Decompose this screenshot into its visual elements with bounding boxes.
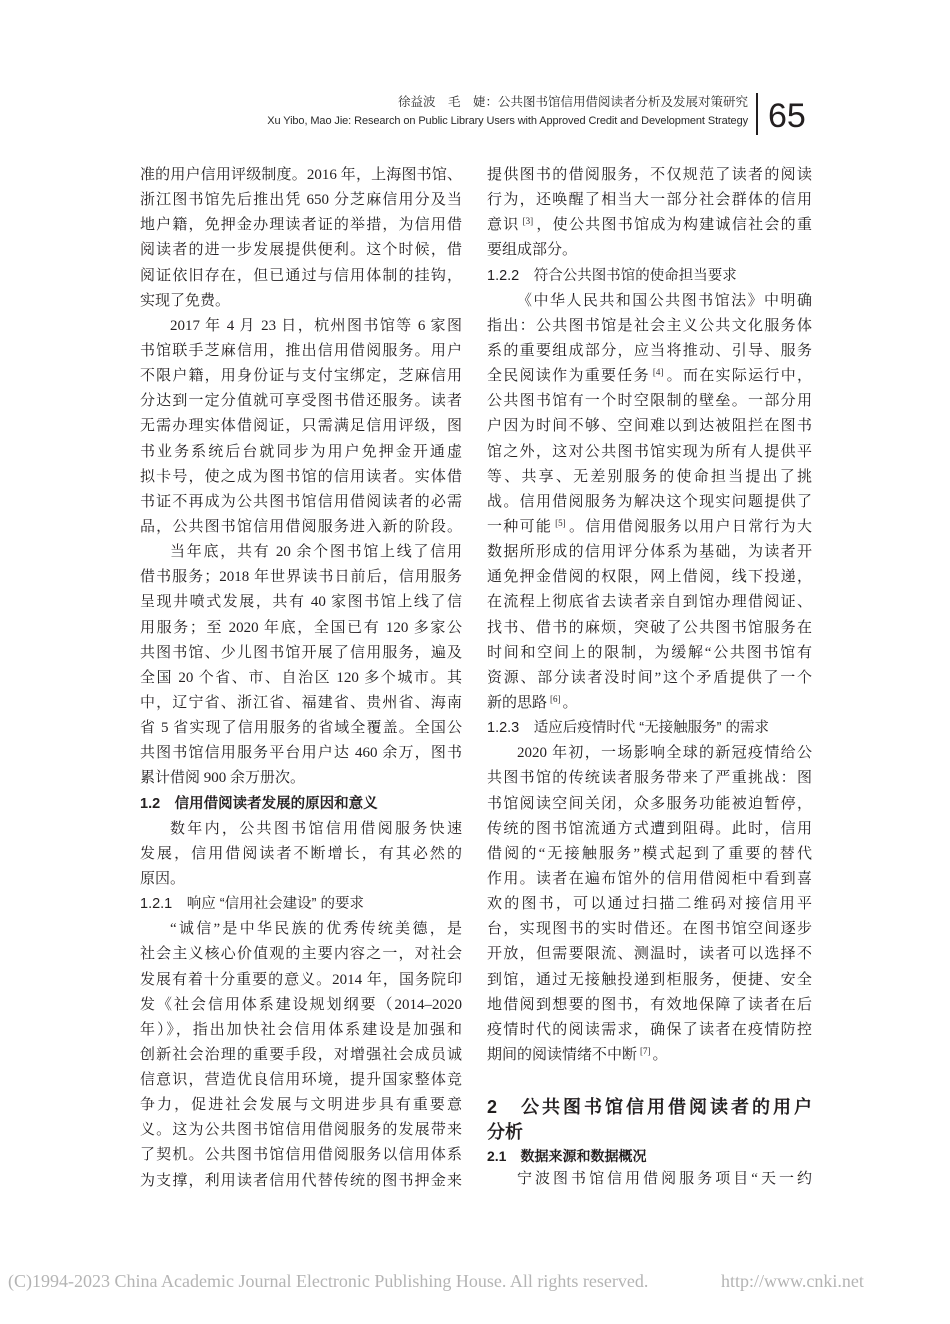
text-line: 欢的图书，可以通过扫描二维码对接信用平 [487, 896, 812, 913]
text-line: 中，辽宁省、浙江省、福建省、贵州省、海南 [140, 694, 462, 711]
text-line: 共图书馆、少儿图书馆开展了信用服务，遍及 [140, 644, 462, 661]
text-line: 阅读者的进一步发展提供便利。这个时候，借 [140, 242, 462, 259]
text-segment: 期间的阅读情绪不中断 [487, 1046, 638, 1063]
paragraph [140, 314, 462, 540]
text-line: 资源、部分读者没时间”这个矛盾提供了一个 [487, 669, 812, 686]
text-line: 台，实现图书的实时借还。在图书馆空间逐步 [487, 921, 812, 938]
text-line: 作用。读者在遍布馆外的信用借阅柜中看到喜 [487, 870, 812, 887]
text-line: 发《社会信用体系建设规划纲要（2014–2020 [140, 996, 462, 1013]
section-heading-line: 分析 [487, 1122, 523, 1143]
subsection-heading-1-2-1: 1.2.1 响应 “信用社会建设” 的要求 [140, 896, 364, 913]
text-line: 累计借阅 900 余万册次。 [140, 770, 306, 787]
text-line: 呈现井喷式发展，共有 40 家图书馆上线了信 [140, 594, 462, 611]
text-line [487, 364, 812, 389]
text-line: 书业务系统后台就同步为用户免押金开通虚 [140, 443, 462, 460]
text-segment: 。 [562, 694, 578, 711]
text-line: 户因为时间不够、空间难以到达被阻拦在图书 [487, 418, 812, 435]
text-line: 在流程上彻底省去读者亲自到馆办理借阅证、 [487, 594, 812, 611]
paragraph [140, 917, 462, 1194]
text-line: 时间和空间上的限制，为缓解“公共图书馆有 [487, 644, 812, 661]
text-line: 书馆阅读空间关闭，众多服务功能被迫暂停， [487, 795, 812, 812]
subsection-heading-1-2-3: 1.2.3 适应后疫情时代 “无接触服务” 的需求 [487, 720, 769, 737]
text-line: 传统的图书馆流通方式遭到阻碍。此时，信用 [487, 820, 812, 837]
subsection-heading-1-2-2: 1.2.2 符合公共图书馆的使命担当要求 [487, 267, 737, 284]
citation-marker: [4] [652, 367, 664, 378]
text-line: 不限户籍，用身份证与支付宝绑定，芝麻信用 [140, 368, 462, 385]
text-line [487, 515, 812, 540]
citation-marker: [7] [640, 1045, 651, 1056]
text-line: 共图书馆的传统读者服务带来了严重挑战：图 [487, 770, 812, 787]
text-line: 《中华人民共和国公共图书馆法》中明确 [517, 292, 812, 309]
copyright-notice: (C)1994-2023 China Academic Journal Electronic Publishing House. All rights reserved. [8, 1271, 649, 1291]
citation-marker: [3] [522, 216, 534, 227]
text-line: 馆之外，这对公共图书馆实现为所有人提供平 [487, 443, 812, 460]
text-line: 数据所形成的信用评分体系为基础，为读者开 [487, 544, 812, 561]
header-divider [756, 93, 758, 135]
text-line: 行为，还唤醒了相当大一部分社会群体的信用 [487, 192, 812, 209]
text-line: 阅证依旧存在，但已通过与信用体制的挂钩， [140, 267, 462, 284]
section-heading-1-2: 1.2 信用借阅读者发展的原因和意义 [140, 795, 378, 812]
text-line: 为支撑，利用读者信用代替传统的图书押金来 [140, 1172, 462, 1189]
text-line: 发展有着十分重要的意义。2014 年，国务院印 [140, 971, 462, 988]
text-line: 全国 20 个省、市、自治区 120 多个城市。其 [140, 669, 462, 686]
text-line: 战。信用借阅服务为解决这个现实问题提供了 [487, 493, 812, 510]
text-line: 发展，信用借阅读者不断增长，有其必然的 [140, 845, 462, 862]
text-line: 2017 年 4 月 23 日，杭州图书馆等 6 家图 [170, 317, 462, 334]
text-line: 借书服务；2018 年世界读书日前后，信用服务 [140, 569, 462, 586]
paragraph [487, 741, 812, 1068]
paragraph [140, 163, 462, 314]
text-line: 准的用户信用评级制度。2016 年，上海图书馆、 [140, 167, 462, 183]
paragraph [487, 1167, 812, 1192]
left-column [140, 163, 462, 1194]
text-line: “诚信”是中华民族的优秀传统美德，是 [170, 921, 462, 938]
text-line: 疫情时代的阅读需求，确保了读者在疫情防控 [487, 1021, 812, 1038]
running-title-english: Xu Yibo, Mao Jie: Research on Public Library Users with Approved Credit and Development Strategy [267, 115, 748, 127]
publisher-url: http://www.cnki.net [721, 1271, 864, 1291]
text-line: 品，公共图书馆信用借阅服务进入新的阶段。 [140, 518, 462, 535]
text-line [487, 691, 812, 716]
running-title-chinese: 徐益波 毛 婕：公共图书馆信用借阅读者分析及发展对策研究 [397, 95, 748, 109]
text-line: 借阅的“无接触服务”模式起到了重要的替代 [487, 845, 812, 862]
paragraph [487, 289, 812, 716]
text-line: 争力，促进社会发展与文明进步具有重要意 [140, 1097, 462, 1114]
text-line: 通免押金借阅的权限，网上借阅，线下投递， [487, 569, 812, 586]
text-line: 数年内，公共图书馆信用借阅服务快速 [170, 820, 462, 837]
text-line: 用服务；至 2020 年底，全国已有 120 多家公 [140, 619, 462, 636]
text-line: 找书、借书的麻烦，突破了公共图书馆服务在 [487, 619, 812, 636]
text-segment: 新的思路 [487, 694, 548, 711]
text-line: 系的重要组成部分，应当将推动、引导、服务 [487, 342, 812, 359]
text-line: 当年底，共有 20 余个图书馆上线了信用 [170, 544, 462, 561]
text-line: 浙江图书馆先后推出凭 650 分芝麻信用分及当 [140, 192, 462, 209]
citation-marker: [6] [550, 693, 561, 704]
text-segment: ，使公共图书馆成为构建诚信社会的重 [535, 217, 812, 234]
text-line: 指出：公共图书馆是社会主义公共文化服务体 [487, 317, 812, 334]
paragraph [487, 163, 812, 264]
text-line: 到馆，通过无接触投递到柜服务，便捷、安全 [487, 971, 812, 988]
text-segment: 。信用借阅服务以用户日常行为大 [567, 518, 812, 535]
section-heading-line: 2 公共图书馆信用借阅读者的用户 [487, 1097, 812, 1118]
text-line: 共图书馆信用服务平台用户达 460 余万，图书 [140, 745, 462, 762]
page-number: 65 [768, 97, 806, 135]
right-column [487, 163, 812, 1192]
text-segment: 。 [652, 1046, 668, 1063]
paragraph [140, 540, 462, 791]
text-line: 原因。 [140, 870, 186, 887]
text-line: 无需办理实体借阅证，只需满足信用评级，图 [140, 418, 462, 435]
text-line: 书证不再成为公共图书馆信用借阅读者的必需 [140, 493, 462, 510]
text-line: 社会主义核心价值观的主要内容之一，对社会 [140, 946, 462, 963]
text-line: 开放，但需要限流、测温时，读者可以选择不 [487, 946, 812, 963]
text-line: 地借阅到想要的图书，有效地保障了读者在后 [487, 996, 812, 1013]
text-line: 信意识，营造优良信用环境，提升国家整体竞 [140, 1072, 462, 1089]
text-segment: 一种可能 [487, 518, 553, 535]
text-line: 省 5 省实现了信用服务的省域全覆盖。全国公 [140, 720, 462, 737]
citation-marker: [5] [555, 517, 566, 528]
text-line: 拟卡号，使之成为图书馆的信用读者。实体借 [140, 468, 462, 485]
paragraph [140, 817, 462, 892]
text-line: 年）》，指出加快社会信用体系建设是加强和 [140, 1021, 462, 1038]
subsection-heading-2-1: 2.1 数据来源和数据概况 [487, 1148, 647, 1165]
text-line: 实现了免费。 [140, 292, 231, 309]
text-line: 2020 年初，一场影响全球的新冠疫情给公 [517, 745, 812, 762]
text-segment: 。而在实际运行中， [665, 368, 812, 385]
section-heading-2 [487, 1095, 812, 1145]
text-line: 分达到一定分值就可享受图书借还服务。读者 [140, 393, 462, 410]
text-line: 公共图书馆有一个时空限制的壁垒。一部分用 [487, 393, 812, 410]
text-line: 提供图书的借阅服务，不仅规范了读者的阅读 [487, 167, 812, 183]
text-line: 义。这为公共图书馆信用借阅服务的发展带来 [140, 1122, 462, 1139]
text-line: 创新社会治理的重要手段，对增强社会成员诚 [140, 1046, 462, 1063]
text-line: 书馆联手芝麻信用，推出信用借阅服务。用户 [140, 342, 462, 359]
text-line: 地户籍，免押金办理读者证的举措，为信用借 [140, 217, 462, 234]
text-line: 要组成部分。 [487, 242, 578, 259]
text-segment: 意识 [487, 217, 520, 234]
text-line: 等、共享、无差别服务的使命担当提出了挑 [487, 468, 812, 485]
text-line: 宁波图书馆信用借阅服务项目“天一约 [517, 1171, 812, 1188]
text-line [487, 1043, 812, 1068]
text-line [487, 213, 812, 238]
text-segment: 全民阅读作为重要任务 [487, 368, 650, 385]
text-line: 了契机。公共图书馆信用借阅服务以信用体系 [140, 1147, 462, 1164]
